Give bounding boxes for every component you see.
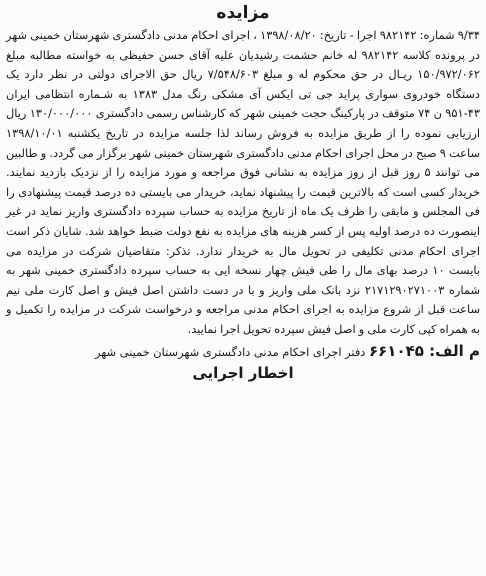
next-notice-heading: اخطار اجرایی (192, 363, 294, 382)
notice-footer (6, 342, 480, 362)
notice-reference-number: م الف: ۶۶۱۰۴۵ (368, 341, 480, 360)
notice-title: مزایده (216, 3, 270, 23)
notice-body: ۹/۳۴ شماره: ۹۸۲۱۴۲ اجرا - تاریخ: ۱۳۹۸/۰۸/۲۰ ، اجرای احکام مدنی دادگستری شهرستان خمینی شهر در پرونده کلاسه ۹۸۲۱۴۲ له خانم حشمت رشیدیان علیه آقای حسن حفیظی به خواسته مطالبه مبلغ ۱۵۰/۹۷۲/۰۶۲ ریـال در حق محکوم له و مبلغ ۷/۵۴۸/۶۰۳ ریال حق الاجرای دولتی در نظر دارد یک دستگاه خودروی سواری پراید جی تی ایکس آی مشکی رنگ مدل ۱۳۸۳ به شـماره انتظامی ایران ۴۳-۹۵۱ ن ۷۴ متوقف در پارکینگ حجت خمینی شهر که کارشناس رسمی دادگستری ۱۳۰/۰۰۰/۰۰۰ ریال ارزیابی نموده را از طریق مزایده به فروش رساند لذا جلسه مزایده در تاریخ یکشنبه ۱۳۹۸/۱۰/۰۱ ساعت ۹ صبح در محل اجرای احکام مدنی دادگستری شهرستان خمینی شهر برگزار می گردد. و طالبین می توانند ۵ روز قبل از روز مزایده به نشانی فوق مراجعه و مورد مزایده را از نزدیک بازدید نمایند. خریدار کسی است که بالاترین قیمت را پیشنهاد نماید، خریدار می بایستی ده درصد قیمت پیشنهادی را فی المجلس و مابقی را ظرف یک ماه از تاریخ مزایده به حساب سپرده دادگستری واریز نماید در غیر اینصورت ده درصد اولیه پس از کسر هزینه های مزایده به نفع دولت ضبط خواهد شد. شایان ذکر است اجرای احکام مدنی تکلیفی در تحویل مال به خریدار ندارد. تذکر: متقاضیان شرکت در مزایده می بایست ۱۰ درصد بهای مال را طی فیش چهار نسخه ایی به حساب سپرده دادگستری خمینی شهر به شماره ۲۱۷۱۲۹۰۲۷۱۰۰۳ نزد بانک ملی واریز و با در دست داشتن اصل فیش و اصل کارت ملی نیم ساعت قبل از شروع مزایده به اجرای احکام مدنی مراجعه و درخواست شرکت در مزایده را تکمیل و به همراه کپی کارت ملی و اصل فیش سپرده تحویل اجرا نمایید. (6, 28, 481, 336)
notice-issuer: دفتر اجرای احکام مدنی دادگستری شهرستان خمینی شهر (94, 344, 369, 359)
